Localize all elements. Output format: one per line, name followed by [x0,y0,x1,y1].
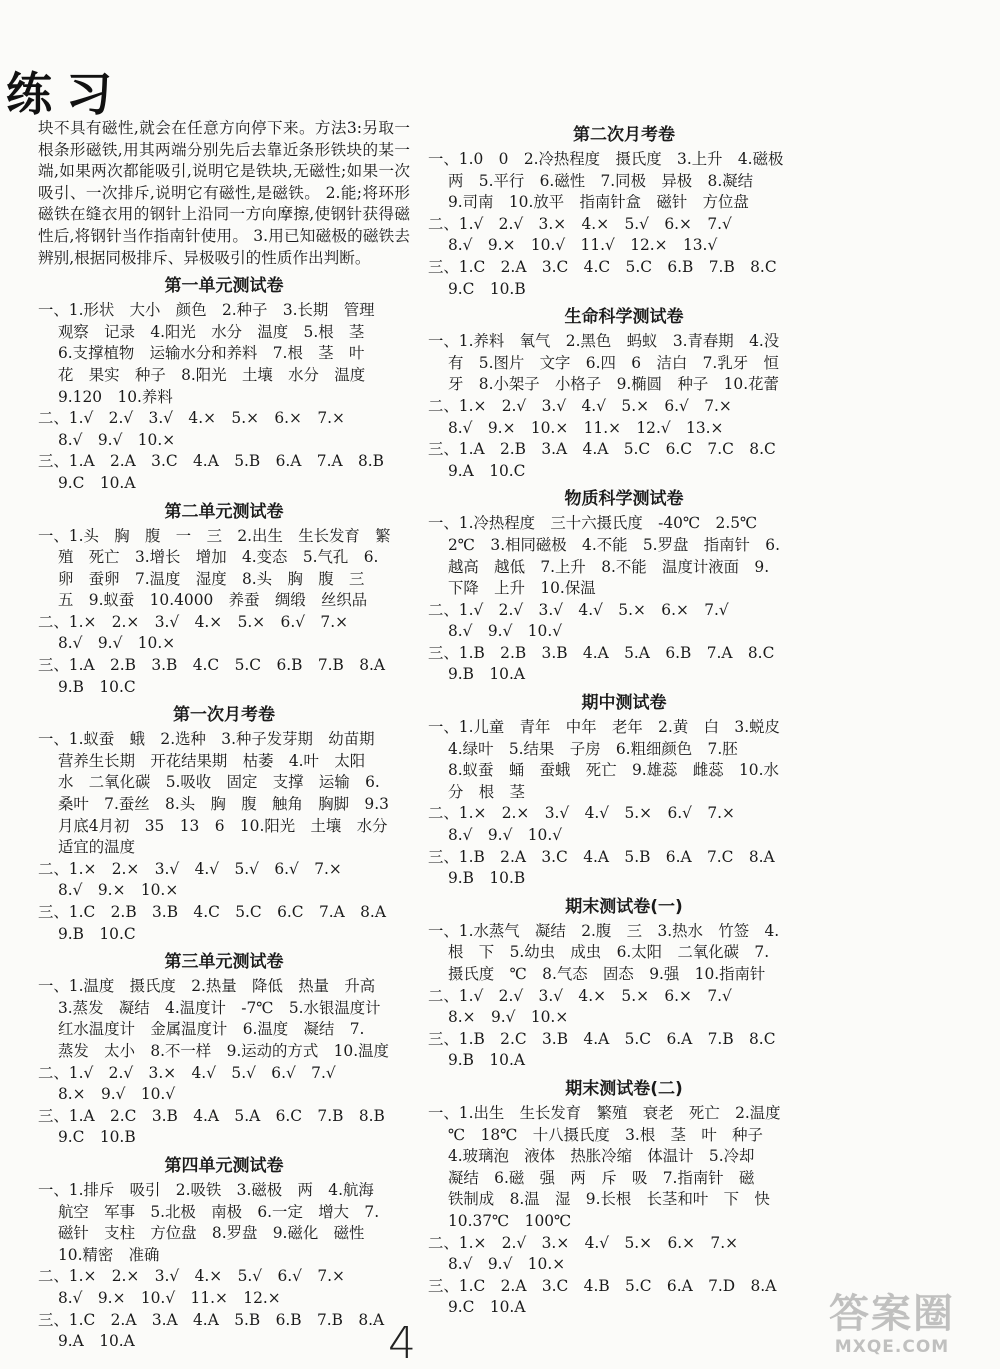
answer-line: 三、1.A 2.B 3.A 4.A 5.C 6.C 7.C 8.C [428,440,776,459]
answer-line: 三、1.A 2.B 3.B 4.C 5.C 6.B 7.B 8.A [38,656,386,675]
answer-line: 一、1.养料 氧气 2.黑色 蚂蚁 3.青春期 4.没 [428,332,780,351]
answer-line: 二、1.× 2.√ 3.× 4.√ 5.× 6.× 7.× [428,1233,739,1252]
page-heading: 练习 [6,67,126,121]
answer-line: 一、1.冷热程度 三十六摄氏度 -40℃ 2.5℃ [428,514,758,533]
answer-line: 二、1.√ 2.√ 3.× 4.√ 5.√ 6.√ 7.√ [38,1063,336,1082]
answer-line: 9.C 10.B [58,1128,136,1147]
answer-line: 三、1.C 2.B 3.B 4.C 5.C 6.C 7.A 8.A [38,903,386,921]
right-sections [428,124,820,1319]
section-title: 第三单元测试卷 [164,952,284,973]
answer-line: 二、1.√ 2.√ 3.√ 4.√ 5.× 6.× 7.√ [428,600,729,619]
answer-line: 越高 越低 7.上升 8.不能 温度计液面 9. [448,557,770,576]
answer-line: 航空 军事 5.北极 南极 6.一定 增大 7. [58,1202,380,1221]
answer-line: 二、1.× 2.× 3.√ 4.√ 5.√ 6.√ 7.× [38,859,342,878]
answer-line: 2℃ 3.相同磁极 4.不能 5.罗盘 指南针 6. [448,535,780,554]
answer-line: 4.玻璃泡 液体 热胀冷缩 体温计 5.冷却 [448,1147,755,1166]
left-sections [38,275,410,1353]
answer-line: 营养生长期 开花结果期 枯萎 4.叶 太阳 [58,751,366,770]
answer-line: 三、1.C 2.A 3.C 4.C 5.C 6.B 7.B 8.C [428,257,777,276]
answer-line: 8.蚁蚕 蛹 蚕蛾 死亡 9.雄蕊 雌蕊 10.水 [448,761,779,780]
section-title: 第二单元测试卷 [164,501,284,522]
section-title: 期末测试卷(二) [565,1078,683,1099]
answer-line: 二、1.× 2.× 3.√ 4.× 5.× 6.√ 7.× [38,612,349,631]
answer-line: 三、1.B 2.B 3.B 4.A 5.A 6.B 7.A 8.C [428,643,775,662]
answer-line: 9.A 10.A [58,1332,135,1351]
answer-line: 9.B 10.B [448,869,526,888]
section-title: 第一次月考卷 [173,705,275,726]
answer-line: 五 9.蚁蚕 10.4000 养蚕 绸缎 丝织品 [58,591,368,610]
answer-line: 一、1.儿童 青年 中年 老年 2.黄 白 3.蜕皮 [428,718,780,737]
answer-line: 卵 蚕卵 7.温度 湿度 8.头 胸 腹 三 [58,569,365,588]
answer-line: 有 5.图片 文字 6.四 6 洁白 7.乳牙 恒 [448,353,779,372]
answer-line: 观察 记录 4.阳光 水分 温度 5.根 茎 [58,322,365,341]
answer-line: 9.司南 10.放平 指南针盒 磁针 方位盘 [448,193,749,212]
answer-line: 8.√ 9.× 10.√ 11.√ 12.× 13.√ [448,236,718,255]
section-title: 生命科学测试卷 [564,307,684,328]
answer-line: 两 5.平行 6.磁性 7.同极 异极 8.凝结 [448,171,753,190]
answer-line: 9.C 10.B [448,279,526,298]
answer-line: 三、1.A 2.C 3.B 4.A 5.A 6.C 7.B 8.B [38,1106,385,1125]
section-title: 第二次月考卷 [573,125,675,145]
answer-line: 根 下 5.幼虫 成虫 6.太阳 二氧化碳 7. [448,943,770,962]
answer-line: 8.√ 9.× 10.√ 11.× 12.× [58,1288,281,1307]
answer-line: ℃ 18℃ 十八摄氏度 3.根 茎 叶 种子 [448,1125,763,1144]
answer-line: 摄氏度 ℃ 8.气态 固态 9.强 10.指南针 [448,965,766,983]
answer-line: 9.B 10.C [58,924,136,943]
answer-line: 9.C 10.A [448,1298,526,1317]
section-title: 物质科学测试卷 [564,489,684,510]
watermark-url: MXQE.COM [834,1337,950,1357]
answer-line: 一、1.出生 生长发育 繁殖 衰老 死亡 2.温度 [428,1103,781,1122]
answer-line: 10.37℃ 100℃ [448,1211,572,1230]
answer-line: 水 二氧化碳 5.吸收 固定 支撑 运输 6. [58,773,380,792]
answer-line: 桑叶 7.蚕丝 8.头 胸 腹 触角 胸脚 9.3 [58,795,389,814]
right-column [428,118,820,1319]
answer-line: 磁针 支柱 方位盘 8.罗盘 9.磁化 磁性 [58,1224,365,1243]
answer-line: 三、1.C 2.A 3.C 4.B 5.C 6.A 7.D 8.A [428,1276,777,1295]
answer-line: 凝结 6.磁 强 两 斥 吸 7.指南针 磁 [448,1168,755,1187]
answer-line: 10.精密 准确 [58,1245,160,1264]
answer-line: 二、1.× 2.× 3.√ 4.√ 5.× 6.√ 7.× [428,804,735,823]
section-title: 第一单元测试卷 [164,276,284,297]
answer-line: 3.蒸发 凝结 4.温度计 -7℃ 5.水银温度计 [58,998,381,1017]
answer-line: 月底4月初 35 13 6 10.阳光 土壤 水分 [58,816,388,835]
answer-line: 8.√ 9.× 10.× 11.× 12.√ 13.× [448,418,724,437]
answer-line: 一、1.蚁蚕 蛾 2.选种 3.种子发芽期 幼苗期 [38,730,375,749]
answer-line: 8.√ 9.× 10.× [58,881,179,900]
section-title: 期末测试卷(一) [565,896,683,917]
answer-line: 一、1.形状 大小 颜色 2.种子 3.长期 管理 [38,301,375,320]
answer-line: 红水温度计 金属温度计 6.温度 凝结 7. [58,1020,365,1039]
answer-line: 牙 8.小架子 小格子 9.椭圆 种子 10.花蕾 [448,375,779,394]
answer-line: 二、1.√ 2.√ 3.× 4.× 5.√ 6.× 7.√ [428,214,732,233]
intro-paragraph: 块不具有磁性,就会在任意方向停下来。方法3:另取一根条形磁铁,用其两端分别先后去靠近条形铁块的某一端,如果两次都能吸引,说明它是铁块,无磁性;如果一次吸引、一次排斥,说明它有磁性,是磁铁。 2.能;将环形磁铁在缝衣用的钢针上沿同一方向摩擦,使钢针获得磁性后,将钢针当作指南针使用。 3.用已知磁极的磁铁去辨别,根据同极排斥、异极吸引的性质作出判断。 [38,119,410,267]
answer-line: 分 根 茎 [448,782,525,801]
answer-line: 一、1.头 胸 腹 一 三 2.出生 生长发育 繁 [38,526,391,545]
answer-line: 9.B 10.A [448,1051,525,1070]
answer-line: 蒸发 太小 8.不一样 9.运动的方式 10.温度 [58,1041,389,1060]
answer-line: 二、1.× 2.√ 3.√ 4.√ 5.× 6.√ 7.× [428,396,732,415]
answer-line: 三、1.A 2.A 3.C 4.A 5.B 6.A 7.A 8.B [38,452,384,471]
section-title: 第四单元测试卷 [164,1155,284,1176]
answer-line: 三、1.B 2.C 3.B 4.A 5.C 6.A 7.B 8.C [428,1029,776,1048]
left-column [38,118,410,1353]
watermark-logo [792,1290,992,1364]
answer-line: 花 果实 种子 8.阳光 土壤 水分 温度 [58,365,366,384]
section-title: 期中测试卷 [581,693,667,714]
answer-line: 9.120 10.养料 [58,387,173,406]
answer-line: 一、1.排斥 吸引 2.吸铁 3.磁极 两 4.航海 [38,1180,374,1199]
answer-line: 适宜的温度 [58,838,135,857]
answer-line: 二、1.√ 2.√ 3.√ 4.× 5.× 6.× 7.√ [428,986,732,1005]
answer-line: 殖 死亡 3.增长 增加 4.变态 5.气孔 6. [58,548,379,567]
answer-line: 下降 上升 10.保温 [448,579,596,598]
answer-line: 8.√ 9.√ 10.× [448,1255,566,1274]
answer-line: 8.× 9.√ 10.√ [58,1085,176,1104]
answer-line: 8.√ 9.√ 10.√ [448,622,563,641]
answer-line: 二、1.√ 2.√ 3.√ 4.× 5.× 6.× 7.× [38,409,345,428]
answer-line: 一、1.水蒸气 凝结 2.腹 三 3.热水 竹签 4. [428,921,780,940]
answer-line: 4.绿叶 5.结果 子房 6.粗细颜色 7.胚 [448,739,738,758]
answer-line: 9.B 10.C [58,677,136,696]
answer-line: 铁制成 8.温 湿 9.长根 长茎和叶 下 快 [448,1190,770,1209]
answer-line: 三、1.C 2.A 3.A 4.A 5.B 6.B 7.B 8.A [38,1310,385,1329]
answer-line: 二、1.× 2.× 3.√ 4.× 5.√ 6.√ 7.× [38,1267,345,1286]
watermark-title: 答案圈 [829,1291,955,1337]
answer-line: 8.× 9.√ 10.× [448,1008,569,1027]
answer-line: 6.支撑植物 运输水分和养料 7.根 茎 叶 [58,344,365,363]
answer-line: 9.A 10.C [448,461,526,480]
answer-line: 三、1.B 2.A 3.C 4.A 5.B 6.A 7.C 8.A [428,847,775,866]
answer-line: 一、1.0 0 2.冷热程度 摄氏度 3.上升 4.磁极 [428,150,784,168]
answer-line: 8.√ 9.√ 10.√ [448,826,563,845]
answer-line: 9.C 10.A [58,473,136,492]
page-number: 4 [388,1318,416,1369]
answer-line: 9.B 10.A [448,665,525,684]
answer-line: 8.√ 9.√ 10.× [58,430,176,449]
answer-line: 一、1.温度 摄氏度 2.热量 降低 热量 升高 [38,977,376,996]
answer-line: 8.√ 9.√ 10.× [58,634,176,653]
